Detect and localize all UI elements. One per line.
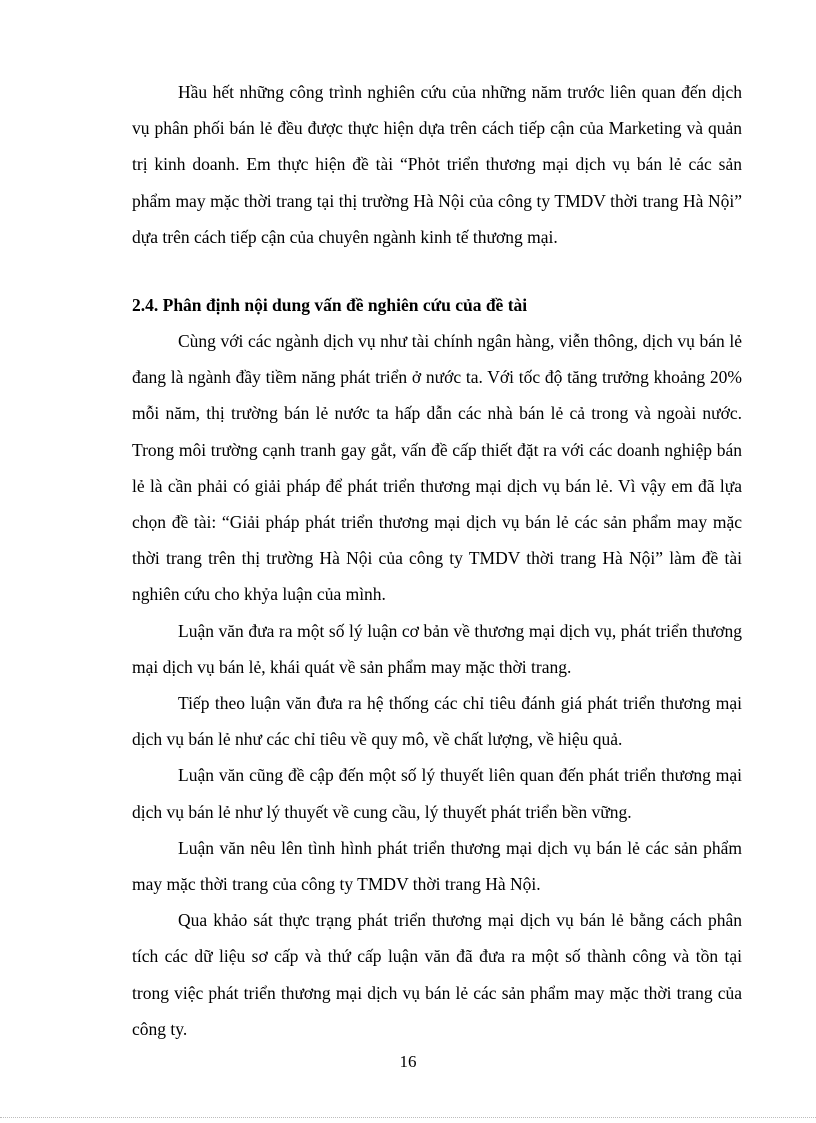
page-number: 16	[399, 1052, 417, 1071]
section-heading: 2.4. Phân định nội dung vấn đề nghiên cứu của đề tài	[132, 295, 528, 316]
page-bottom-divider	[0, 1117, 816, 1118]
paragraph-intro: Hầu hết những công trình nghiên cứu của những năm trước liên quan đến dịch vụ phân phối bán lẻ đều được thực hiện dựa trên cách tiếp cận của Marketing và quản trị kinh doanh. Em thực hiện đề tài “Phỏt triển thương mại dịch vụ bán lẻ các sản phẩm may mặc thời trang tại thị trường Hà Nội của công ty TMDV thời trang Hà Nội” dựa trên cách tiếp cận của chuyên ngành kinh tế thương mại.	[132, 82, 742, 247]
page-body	[132, 74, 742, 1047]
paragraph: Cùng với các ngành dịch vụ như tài chính ngân hàng, viễn thông, dịch vụ bán lẻ đang là ngành đầy tiềm năng phát triển ở nước ta. Với tốc độ tăng trưởng khoảng 20% mỗi năm, thị trường bán lẻ nước ta hấp dẫn các nhà bán lẻ cả trong và ngoài nước. Trong môi trường cạnh tranh gay gắt, vấn đề cấp thiết đặt ra với các doanh nghiệp bán lẻ là cần phải có giải pháp để phát triển thương mại dịch vụ bán lẻ. Vì vậy em đã lựa chọn đề tài: “Giải pháp phát triển thương mại dịch vụ bán lẻ các sản phẩm may mặc thời trang trên thị trường Hà Nội của công ty TMDV thời trang Hà Nội” làm đề tài nghiên cứu cho khỷa luận của mình.	[132, 331, 742, 605]
paragraph: Luận văn đưa ra một số lý luận cơ bản về thương mại dịch vụ, phát triển thương mại dịch vụ bán lẻ, khái quát về sản phẩm may mặc thời trang.	[132, 620, 742, 677]
paragraph: Luận văn cũng đề cập đến một số lý thuyết liên quan đến phát triển thương mại dịch vụ bán lẻ như lý thuyết về cung cầu, lý thuyết phát triển bền vững.	[132, 765, 742, 822]
paragraph: Qua khảo sát thực trạng phát triển thương mại dịch vụ bán lẻ bằng cách phân tích các dữ liệu sơ cấp và thứ cấp luận văn đã đưa ra một số thành công và tồn tại trong việc phát triển thương mại dịch vụ bán lẻ các sản phẩm may mặc thời trang của công ty.	[132, 910, 742, 1039]
paragraph: Luận văn nêu lên tình hình phát triển thương mại dịch vụ bán lẻ các sản phẩm may mặc thời trang của công ty TMDV thời trang Hà Nội.	[132, 837, 742, 895]
paragraph: Tiếp theo luận văn đưa ra hệ thống các chỉ tiêu đánh giá phát triển thương mại dịch vụ bán lẻ như các chỉ tiêu về quy mô, về chất lượng, về hiệu quả.	[132, 693, 742, 750]
